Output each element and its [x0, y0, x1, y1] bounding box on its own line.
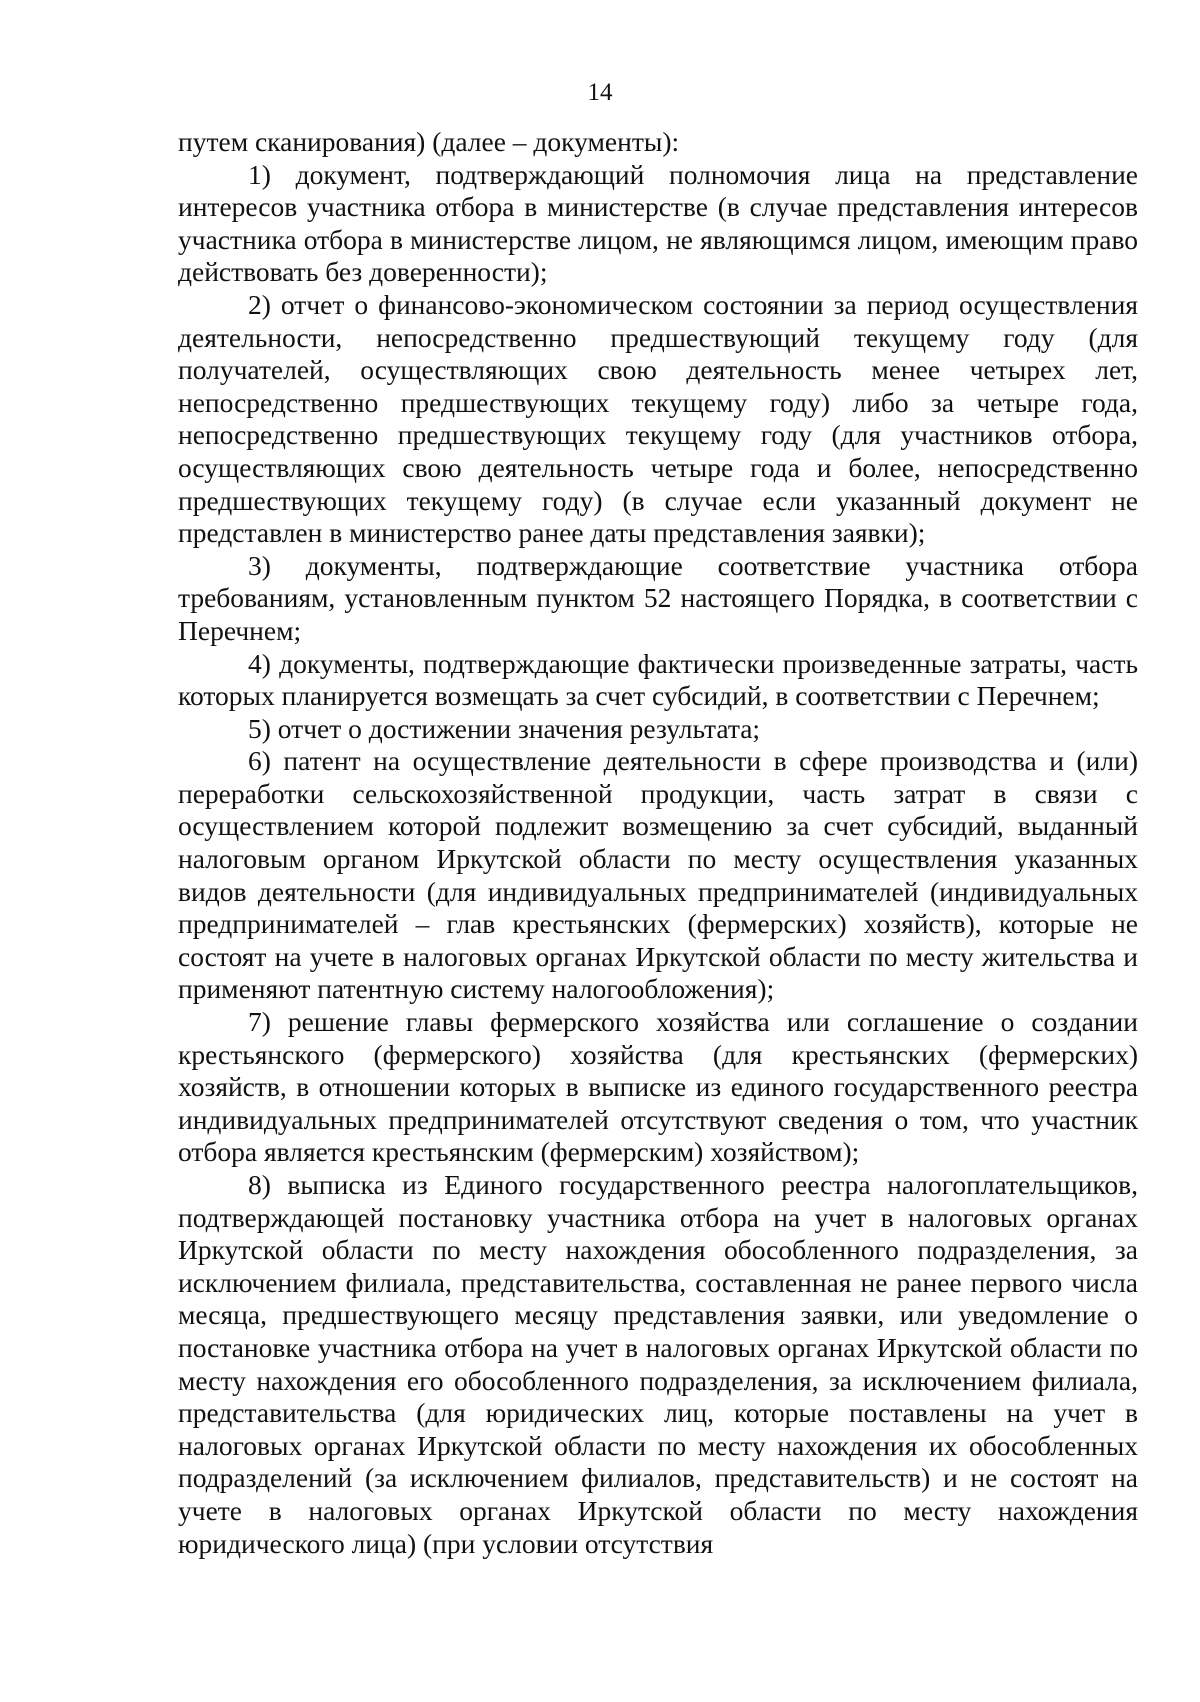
intro-paragraph: путем сканирования) (далее – документы): [178, 126, 680, 157]
page-number: 14 [587, 79, 613, 106]
list-item-1: 1) документ, подтверждающий полномочия лица на представление интересов участника отбора в министерстве (в случае представления интересов участника отбора в министерстве лицом, не являющимся лицом, имеющим право действовать без доверенности); [178, 158, 1138, 288]
document-body [178, 126, 1138, 1560]
list-item-5: 5) отчет о достижении значения результата; [248, 712, 761, 744]
list-item-7: 7) решение главы фермерского хозяйства или соглашение о создании крестьянского (фермерского) хозяйства (для крестьянских (фермерских) хозяйств, в отношении которых в выписке из единого государственного реестра индивидуальных предпринимателей отсутствуют сведения о том, что участник отбора является крестьянским (фермерским) хозяйством); [178, 1006, 1138, 1168]
list-item-4: 4) документы, подтверждающие фактически произведенные затраты, часть которых планируется возмещать за счет субсидий, в соответствии с Перечнем; [178, 647, 1138, 712]
list-item-6: 6) патент на осуществление деятельности в сфере производства и (или) переработки сельскохозяйственной продукции, часть затрат в связи с осуществлением которой подлежит возмещению за счет субсидий, выданный налоговым органом Иркутской области по месту осуществления указанных видов деятельности (для индивидуальных предпринимателей (индивидуальных предпринимателей – глав крестьянских (фермерских) хозяйств), которые не состоят на учете в налоговых органах Иркутской области по месту жительства и применяют патентную систему налогообложения); [178, 745, 1138, 1005]
list-item-3: 3) документы, подтверждающие соответствие участника отбора требованиям, установленным пунктом 52 настоящего Порядка, в соответствии с Перечнем; [178, 549, 1138, 646]
list-item-2: 2) отчет о финансово-экономическом состоянии за период осуществления деятельности, непосредственно предшествующий текущему году (для получателей, осуществляющих свою деятельность менее четырех лет, непосредственно предшествующих текущему году) либо за четыре года, непосредственно предшествующих текущему году (для участников отбора, осуществляющих свою деятельность четыре года и более, непосредственно предшествующих текущему году) (в случае если указанный документ не представлен в министерство ранее даты представления заявки); [178, 288, 1138, 549]
list-item-8: 8) выписка из Единого государственного реестра налогоплательщиков, подтверждающей постановку участника отбора на учет в налоговых органах Иркутской области по месту нахождения обособленного подразделения, за исключением филиала, представительства, составленная не ранее первого числа месяца, предшествующего месяцу представления заявки, или уведомление о постановке участника отбора на учет в налоговых органах Иркутской области по месту нахождения его обособленного подразделения, за исключением филиала, представительства (для юридических лиц, которые поставлены на учет в налоговых органах Иркутской области по месту нахождения их обособленных подразделений (за исключением филиалов, представительств) и не состоят на учете в налоговых органах Иркутской области по месту нахождения юридического лица) (при условии отсутствия [178, 1169, 1138, 1559]
